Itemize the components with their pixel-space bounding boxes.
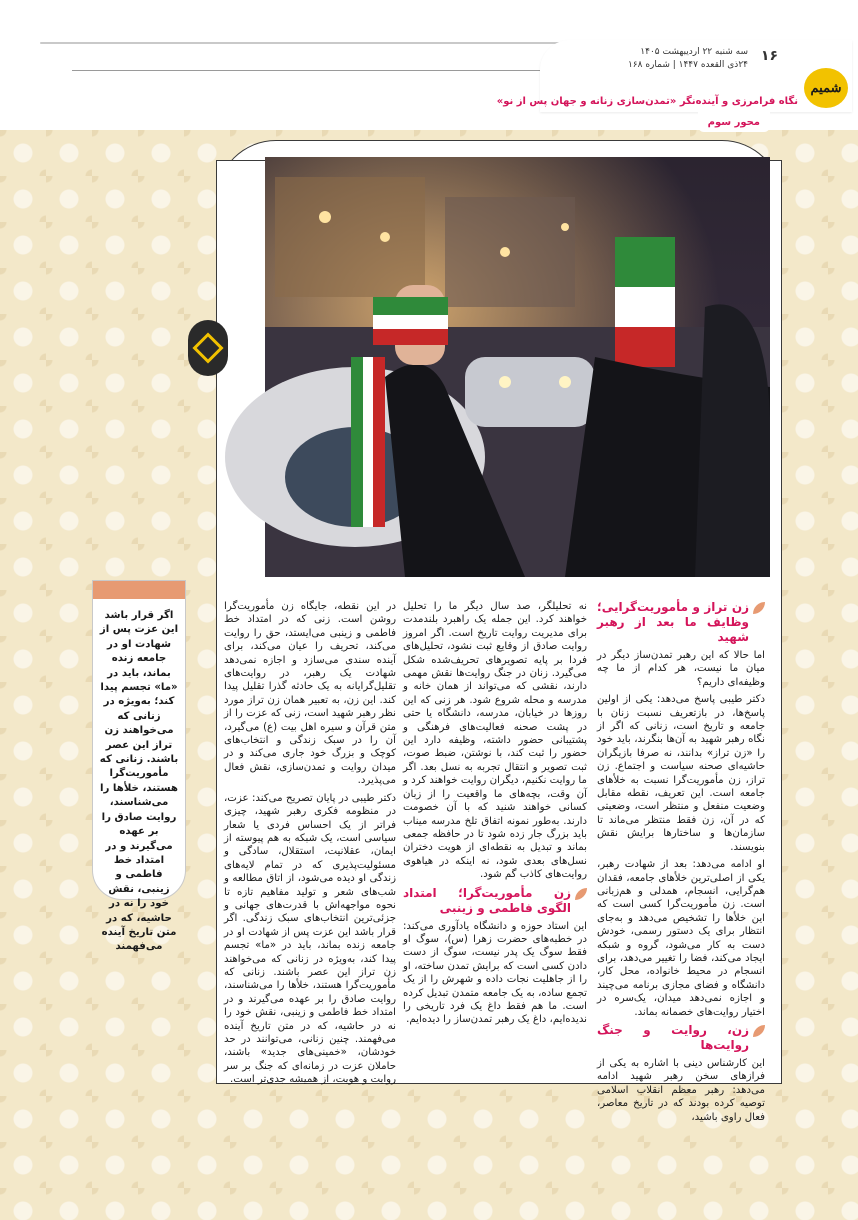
pull-quote-text: اگر قرار باشد این عزت پس از شهادت او در جامعه زنده بماند، باید در «ما» تجسم پیدا کند؛ به‌ویژه در زنانی که می‌خواهند زن تراز این عصر باشند. زنانی که مأموریت‌گرا هستند، خلأها را می‌شناسند، روایت صادق را بر عهده می‌گیرند و در امتداد خط فاطمی و زینبی، نقش خود را نه در حاشیه، که در متن تاریخ آینده می‌فهمند (99, 610, 179, 953)
paragraph: اما حالا که این رهبر تمدن‌ساز دیگر در میان ما نیست، هر کدام از ما چه وظیفه‌ای داریم؟ (597, 650, 765, 688)
magazine-logo-icon: شمیم (804, 68, 848, 108)
paragraph: این کارشناس دینی با اشاره به یکی از فرازهای سخن رهبر شهید ادامه می‌دهد: رهبر معظم انقلاب اسلامی توصیه کرده بودند که در تاریخ معاصر، فعال راوی باشید، (597, 1057, 765, 1123)
date-line-1: سه شنبه ۲۲ اردیبهشت ۱۴۰۵ (640, 47, 748, 57)
diamond-ornament-icon (188, 320, 228, 376)
article-column-2 (403, 600, 587, 1031)
section-heading (597, 1023, 765, 1053)
section-heading (403, 886, 587, 916)
article-photo (265, 157, 770, 577)
pull-quote (92, 580, 186, 953)
article-column-1 (597, 600, 765, 1128)
header-rule-top (40, 42, 560, 44)
page-tagline: نگاه فرامرزی و آینده‌نگر «تمدن‌سازی زنانه و جهان پس از نو» (496, 96, 798, 107)
pull-quote-bar (93, 581, 185, 599)
section-heading (597, 600, 765, 645)
paragraph: نه تحلیلگر، صد سال دیگر ما را تحلیل خواهند کرد. این جمله یک راهبرد بلندمدت برای مدیریت روایت تاریخ است. اگر امروز روایت صادق از وقایع ثبت نشود، تحلیل‌های فردا بر پایه تصویرهای تحریف‌شده شکل می‌گیرد. زنان در جنگ روایت‌ها نقش مهمی دارند، نقشی که می‌تواند از همان خانه و مدرسه و محله شروع شود. هر زنی که این روزها در خیابان، مدرسه، دانشگاه یا حتی در پشت صحنه فعالیت‌های فرهنگی و پشتیبانی حضور داشته، وظیفه دارد این حضور را ثبت کند، با نوشتن، ضبط صوت، ثبت تصویر و انتقال تجربه به نسل بعد. اگر ما روایت نکنیم، دیگران روایت خواهند کرد و آن وقت، بچه‌های ما واقعیت را از زبان کسانی خواهند شنید که با آن خصومت دارند. به‌طور نمونه اتفاق تلخ مدرسه میناب باید بزرگ جار زده شود تا در حافظه جمعی بماند و تبدیل به نقطه‌ای از هویت دختران نسل‌های بعدی شود، نه اینکه در هیاهوی روایت‌های کاذب گم شود. (403, 601, 587, 881)
leaf-icon (753, 1025, 765, 1037)
paragraph: دکتر طیبی در پایان تصریح می‌کند: عزت، در منظومه فکری رهبر شهید، چیزی فراتر از یک احساس فردی یا شعار سیاسی است، یک شبکه به هم پیوسته از ایمان، عقلانیت، استقلال، سادگی و مسئولیت‌پذیری که در تمام لایه‌های زندگی او دیده می‌شود، از اتاق مطالعه و شب‌های شعر و تولید مفاهیم تازه تا نحوه مواجهه‌اش با قدرت‌های جهانی و جزئی‌ترین انتخاب‌های سبک زندگی. اگر قرار باشد این عزت پس از شهادت او در جامعه زنده بماند، باید در «ما» تجسم پیدا کند، به‌ویژه در زنانی که می‌خواهند زن تراز این عصر باشند. زنانی که مأموریت‌گرا هستند، خلأها را می‌شناسند، روایت صادق را بر عهده می‌گیرند و در امتداد خط فاطمی و زینبی، نقش خود را نه در حاشیه، که در متن تاریخ آینده می‌فهمند. چنین زنانی، می‌توانند در حد خودشان، «خمینی‌های جدید» باشند، حاملان عزت در زمانه‌ای که جنگ بر سر روایت و هویت، از همیشه جدی‌تر است. (224, 792, 396, 1086)
issue-date (628, 46, 748, 72)
header-rule (72, 70, 542, 71)
leaf-icon (575, 888, 587, 900)
paragraph: او ادامه می‌دهد: بعد از شهادت رهبر، یکی از اصلی‌ترین خلأهای جامعه، فقدان هم‌گرایی، انسجام، همدلی و هم‌زبانی است. زن مأموریت‌گرا کسی است که این خلأها را تشخیص می‌دهد و به‌جای انتظار برای یک دستور رسمی، خودش دست به کار می‌شود، گروه و شبکه ایجاد می‌کند، فضا را تغییر می‌دهد، برای انسجام در محیط خانواده، محل کار، دانشگاه و فضای مجازی برنامه می‌چیند و اجازه نمی‌دهد میدان، یک‌سره در اختیار روایت‌های خصمانه بماند. (597, 859, 765, 1018)
page-number: ۱۶ (760, 48, 778, 64)
date-line-2: ۲۴ذی القعده ۱۴۴۷ | شماره ۱۶۸ (627, 60, 748, 70)
paragraph: این استاد حوزه و دانشگاه یادآوری می‌کند: در خطبه‌های حضرت زهرا (س)، سوگ او فقط سوگ یک پدر نیست، سوگ از دست دادن کسی است که برایش تمدن ساخته، او را از جاهلیت نجات داده و شهرش را از یک تجمع ساده، به یک جامعه متمدن تبدیل کرده است. ما هم فقط داغ یک فرد تاریخی را ندیده‌ایم، داغ یک رهبر تمدن‌ساز را دیده‌ایم. (403, 920, 587, 1026)
section-label: محور سوم (698, 112, 770, 132)
leaf-icon (753, 602, 765, 614)
article-column-3 (224, 600, 396, 1091)
heading-text: زن، روایت و جنگ روایت‌ها (597, 1022, 749, 1052)
photo-illustration (265, 157, 770, 577)
heading-text: زن تراز و مأموریت‌گرایی؛ وظایف ما بعد از رهبر شهید (597, 600, 749, 644)
heading-text: زن مأموریت‌گرا؛ امتداد الگوی فاطمی و زینبی (403, 885, 571, 915)
page-header (0, 0, 858, 130)
paragraph: دکتر طیبی پاسخ می‌دهد: یکی از اولین پاسخ‌ها، در بازتعریف نسبت زنان با جامعه و تاریخ است، زنانی که اگر از نگاه رهبر شهید به آن‌ها بنگرند، باید خود را «زن تراز» بدانند، نه صرفا بازیگران حاشیه‌ای صحنه سیاست و اجتماع. زن تراز، زن مأموریت‌گرا نسبت به خلأهای جامعه است. این تعریف، نقطه مقابل وضعیت منفعل و منتظر است، وضعیتی که در آن، زن فقط منتظر می‌ماند تا سازمان‌ها و ساختارها برایش نقش بنویسند. (597, 694, 765, 853)
paragraph: در این نقطه، جایگاه زن مأموریت‌گرا روشن است. زنی که در امتداد خط فاطمی و زینبی می‌ایستد، حق را روایت می‌کند، تحریف را عیان می‌کند، برای آینده سندی می‌سازد و اجازه نمی‌دهد شهادت یک رهبر، در روایت‌های تقلیل‌گرایانه به یک حادثه گذرا تقلیل پیدا کند. این زن، به تعبیر همان زن تراز مورد نظر رهبر شهید است، زنی که عزت را از متن قرآن و سیره اهل بیت (ع) می‌گیرد، آن را در سبک زندگی و انتخاب‌های کوچک و بزرگ خود جاری می‌کند و در میدان روایت و تمدن‌سازی، نقش فعال می‌پذیرد. (224, 601, 396, 787)
ornament-diamond (192, 332, 223, 363)
